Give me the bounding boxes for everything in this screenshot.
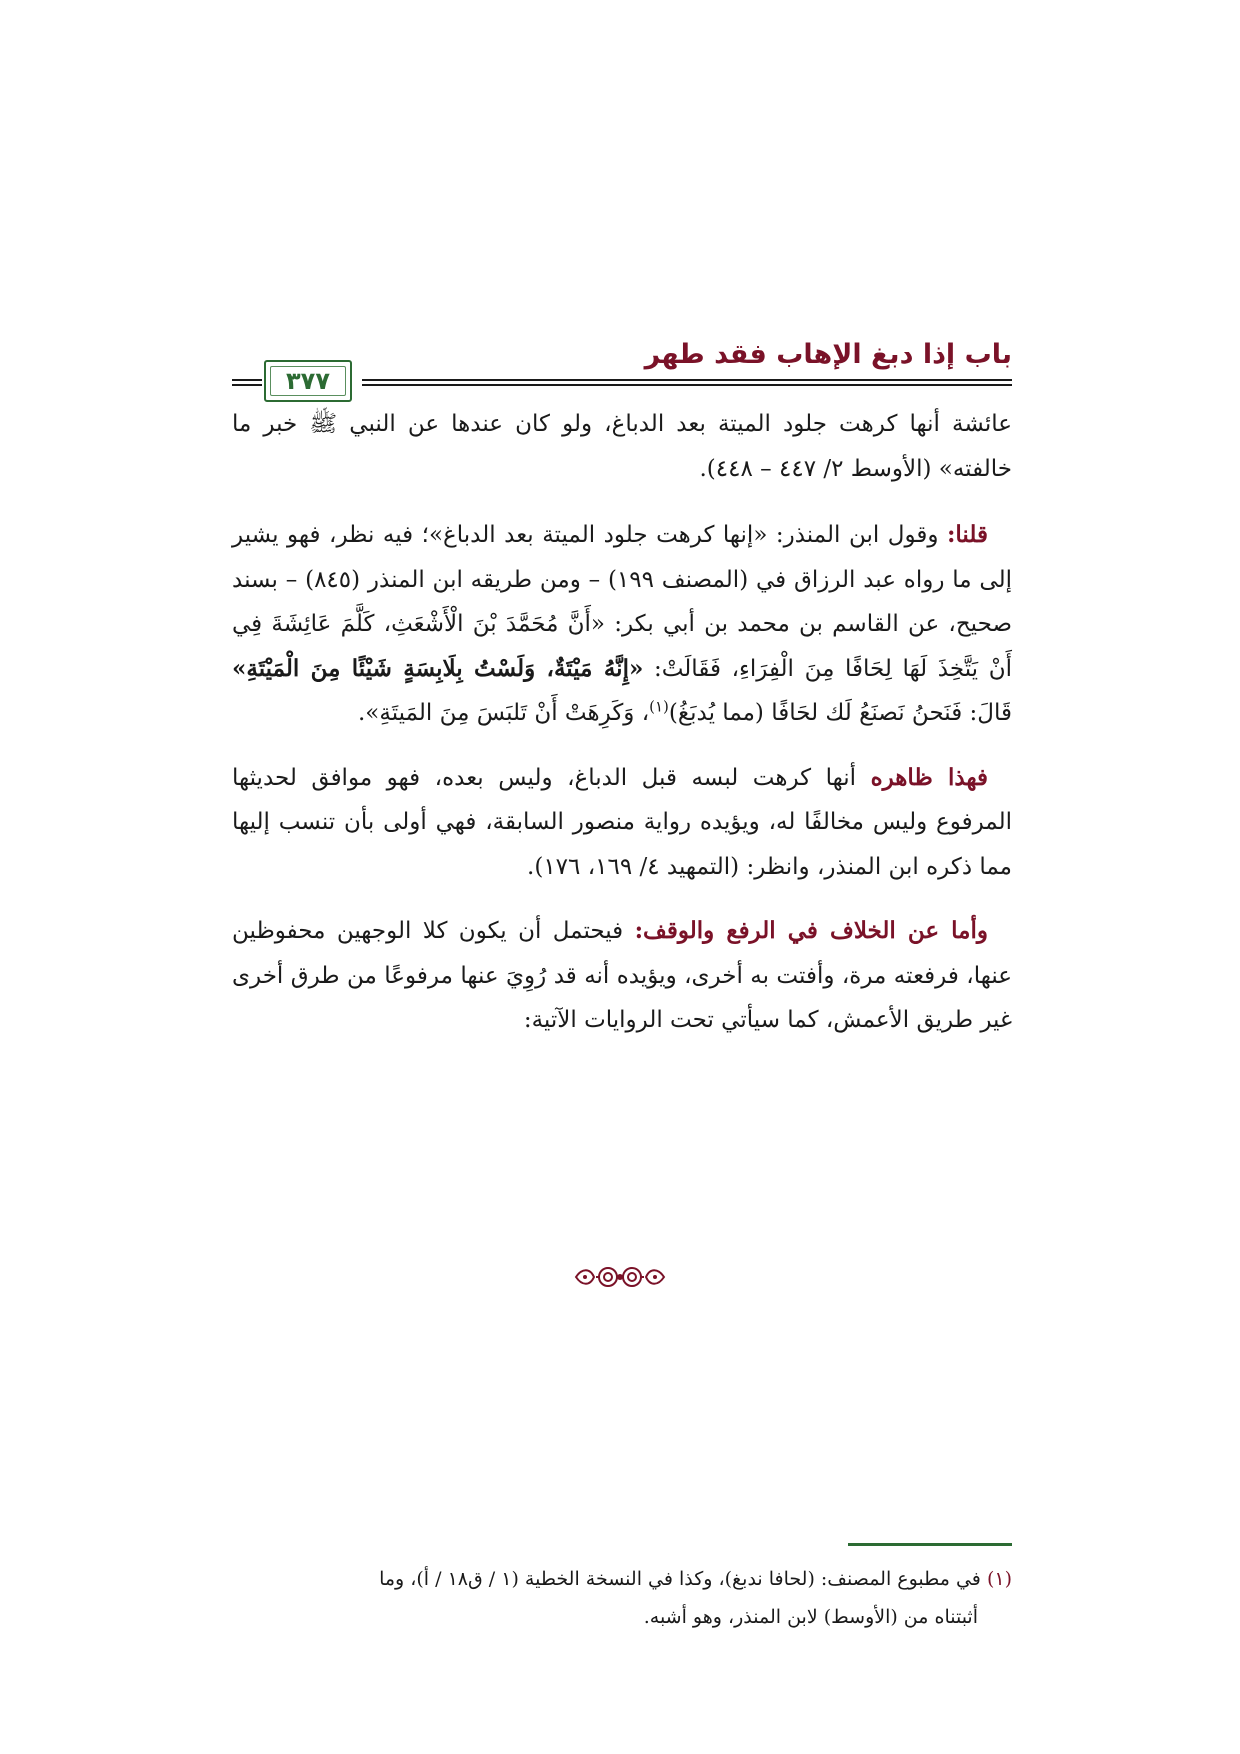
footnote-line-2 bbox=[232, 1598, 1012, 1636]
paragraph-2-text-c: ، وَكَرِهَتْ أَنْ تَلبَسَ مِنَ المَيتَةِ». bbox=[358, 700, 650, 726]
footnote-reference[interactable]: (١) bbox=[649, 697, 669, 716]
paragraph-2-lead: قلنا: bbox=[946, 521, 988, 548]
footnote bbox=[232, 1560, 1012, 1636]
paragraph-1-text: عائشة أنها كرهت جلود الميتة بعد الدباغ، ولو كان عندها عن النبي ﷺ خبر ما خالفته» (الأوسط ٢/ ٤٤٧ – ٤٤٨). bbox=[232, 411, 1012, 482]
header-rule-top bbox=[362, 379, 1012, 381]
paragraph-2-text-b: قَالَ: فَنَحنُ نَصنَعُ لَك لحَافًا (مما يُدبَغُ) bbox=[668, 700, 1012, 726]
header-rule-bottom-left bbox=[232, 384, 262, 386]
running-header bbox=[232, 338, 1012, 395]
page-number: ٣٧٧ bbox=[286, 367, 330, 395]
header-rule-top-left bbox=[232, 379, 262, 381]
chapter-title: باب إذا دبغ الإهاب فقد طهر bbox=[644, 339, 1012, 370]
paragraph-4-lead: وأما عن الخلاف في الرفع والوقف: bbox=[634, 917, 988, 944]
footnote-text-2: أثبتناه من (الأوسط) لابن المنذر، وهو أشبه. bbox=[643, 1606, 978, 1628]
hadith-quote: «إِنَّهُ مَيْتَةٌ، وَلَسْتُ بِلَابِسَةٍ شَيْئًا مِنَ الْمَيْتَةِ» bbox=[232, 654, 644, 682]
footnote-text-1: في مطبوع المصنف: (لحافا ندبغ)، وكذا في النسخة الخطية (١ / ق١٨ / أ)، وما bbox=[379, 1568, 981, 1590]
paragraph-2-text-a: وقول ابن المنذر: «إنها كرهت جلود الميتة بعد الدباغ»؛ فيه نظر، فهو يشير إلى ما رواه عبد الرزاق في (المصنف ١٩٩) – ومن طريقه ابن المنذر (٨٤٥) – بسند صحيح، عن القاسم بن محمد بن أبي بكر: «أَنَّ مُحَمَّدَ بْنَ الْأَشْعَثِ، كَلَّمَ عَائِشَةَ فِي أَنْ يَتَّخِذَ لَهَا لِحَافًا مِنَ الْفِرَاءِ، فَقَالَتْ: bbox=[232, 522, 1012, 682]
paragraph-2 bbox=[232, 513, 1012, 736]
ornamental-frame-icon bbox=[264, 360, 352, 402]
paragraph-3 bbox=[232, 756, 1012, 890]
main-text bbox=[232, 402, 1012, 1063]
floral-divider-icon bbox=[572, 1260, 668, 1294]
paragraph-3-lead: فهذا ظاهره bbox=[870, 763, 989, 791]
paragraph-4-text: فيحتمل أن يكون كلا الوجهين محفوظين عنها، فرفعته مرة، وأفتت به أخرى، ويؤيده أنه قد رُوِيَ عنها مرفوعًا من طرق أخرى غير طريق الأعمش، كما سيأتي تحت الروايات الآتية: bbox=[232, 918, 1012, 1033]
paragraph-1 bbox=[232, 402, 1012, 491]
footnote-line-1 bbox=[232, 1560, 1012, 1598]
paragraph-4 bbox=[232, 909, 1012, 1043]
header-rule-bottom bbox=[362, 384, 1012, 386]
paragraph-3-text: أنها كرهت لبسه قبل الدباغ، وليس بعده، فهو موافق لحديثها المرفوع وليس مخالفًا له، ويؤيده رواية منصور السابقة، فهي أولى بأن تنسب إليها مما ذكره ابن المنذر، وانظر: (التمهيد ٤/ ١٦٩، ١٧٦). bbox=[232, 764, 1012, 880]
footnote-mark: (١) bbox=[986, 1568, 1012, 1590]
footnote-separator bbox=[848, 1543, 1012, 1546]
